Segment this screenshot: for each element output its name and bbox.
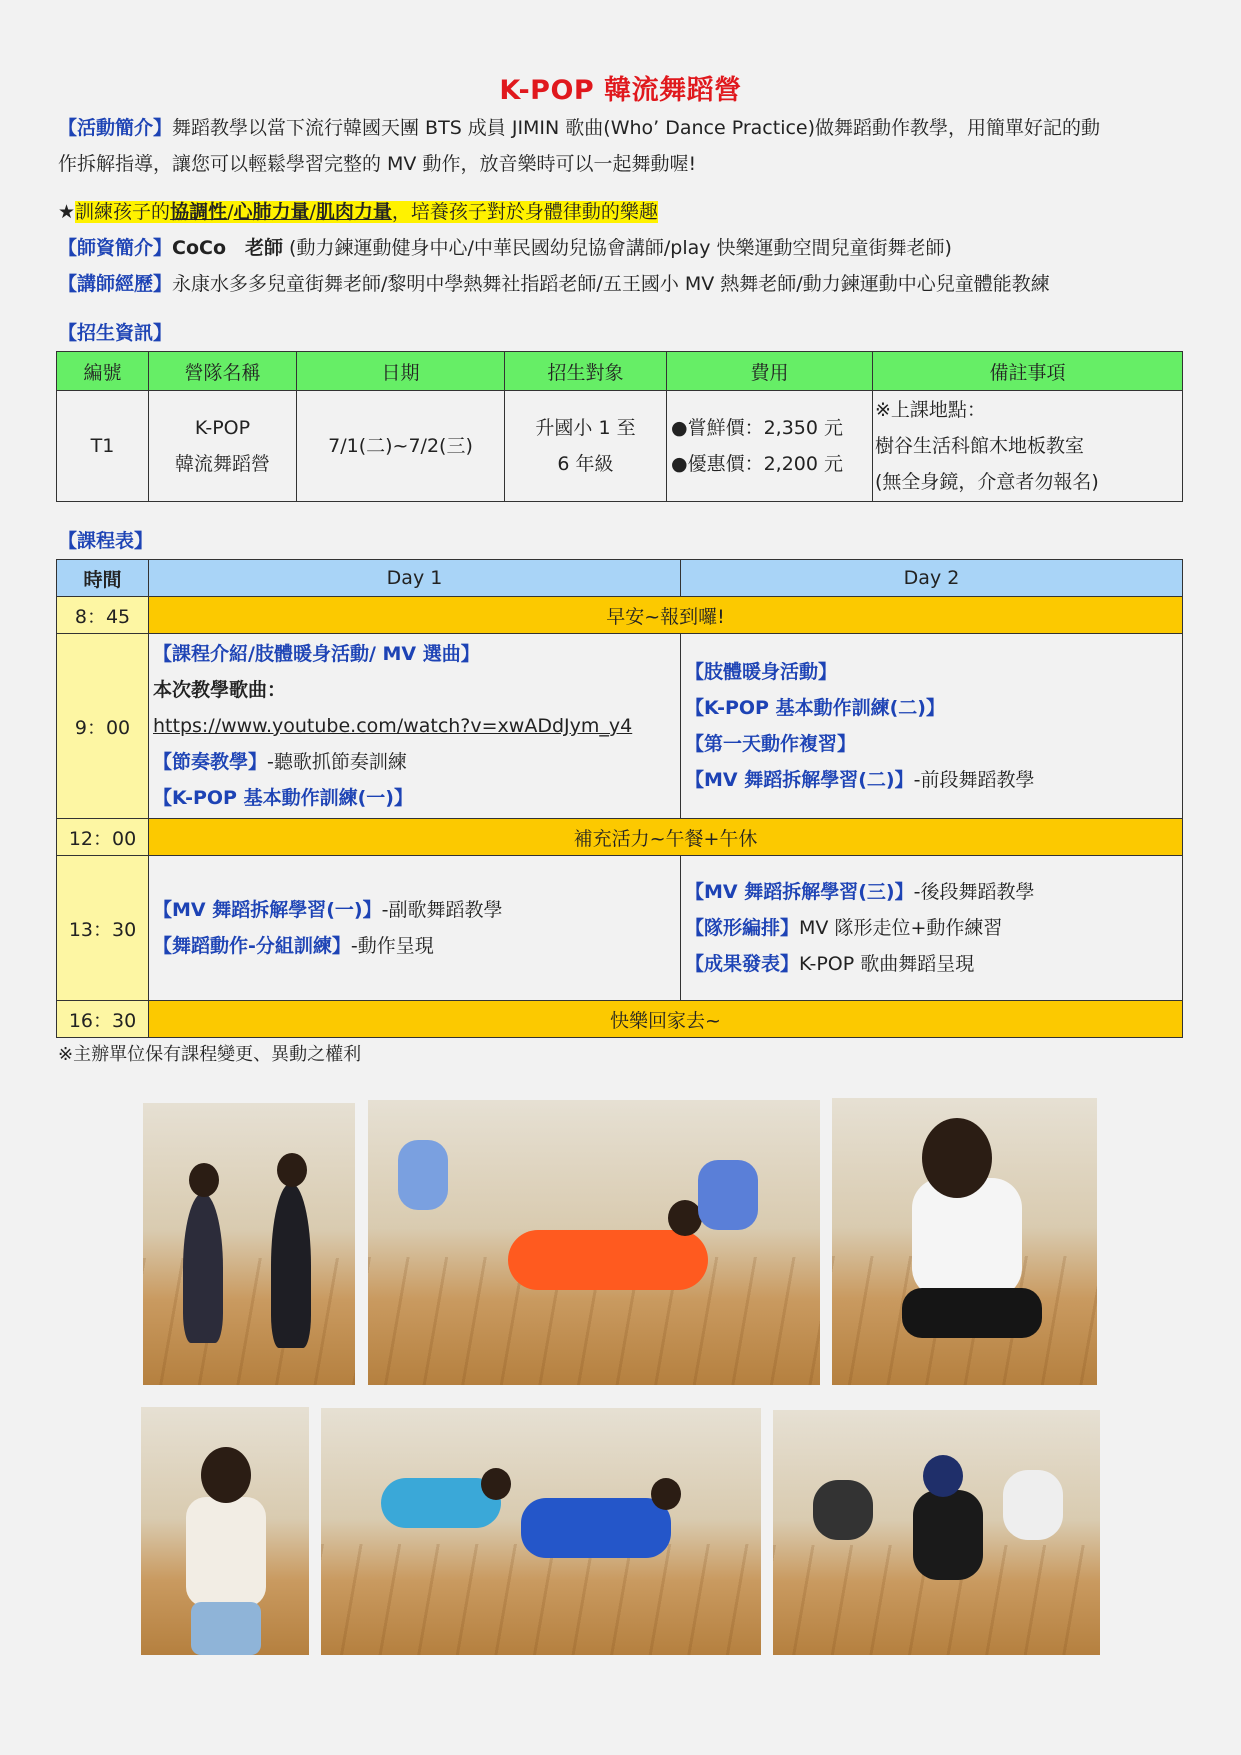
intro-paragraph [58,110,1186,182]
time-cell: 16：30 [57,1001,149,1038]
photo-girl-with-mask-posing [141,1407,309,1655]
enroll-header-note: 備註事項 [873,352,1183,391]
table-row [57,597,1183,634]
morning-d1-line5: 【K-POP 基本動作訓練(一)】 [153,787,413,809]
intro-text-line1: 舞蹈教學以當下流行韓國天團 BTS 成員 JIMIN 歌曲(Who’ Dance Practice)做舞蹈動作教學，用簡單好記的動 [172,117,1101,139]
fee-trial: ●嘗鮮價：2,350 元 [671,417,844,439]
schedule-header-day1: Day 1 [149,560,681,597]
afternoon-d1-line1-label: 【MV 舞蹈拆解學習(一)】 [153,899,382,921]
enroll-header-target: 招生對象 [505,352,667,391]
table-row [57,391,1183,502]
morning-d2-line1: 【肢體暖身活動】 [685,661,838,683]
enroll-header-row [57,352,1183,391]
schedule-header-row [57,560,1183,597]
table-row [57,819,1183,856]
photo-kids-crawling-exercise [321,1408,761,1655]
note-line2: 樹谷生活科館木地板教室 [875,435,1085,457]
enroll-header-id: 編號 [57,352,149,391]
teacher-line [58,230,1186,266]
teacher-name: CoCo 老師 [172,237,284,259]
enroll-camp-name [149,391,297,502]
page-title: K-POP 韓流舞蹈營 [499,75,742,106]
experience-text: 永康水多多兒童街舞老師/黎明中學熱舞社指蹈老師/五王國小 MV 熱舞老師/動力鍊運動中心兒童體能教練 [172,273,1050,295]
dismissal-bar: 快樂回家去~ [149,1001,1183,1038]
intro-label: 【活動簡介】 [58,117,173,139]
enroll-note [873,391,1183,502]
enroll-header-date: 日期 [297,352,505,391]
highlight-sep: / [227,201,234,223]
enroll-header-fee: 費用 [667,352,873,391]
photo-kids-in-caps-crawling [773,1410,1100,1655]
teacher-desc: (動力鍊運動健身中心/中華民國幼兒協會講師/play 快樂運動空間兒童街舞老師) [283,237,952,259]
experience-line [58,266,1186,302]
time-cell: 13：30 [57,856,149,1001]
afternoon-d2-line3-label: 【成果發表】 [685,953,800,975]
fee-discount: ●優惠價：2,200 元 [671,453,844,475]
lunch-bar: 補充活力~午餐+午休 [149,819,1183,856]
highlight-post: ，培養孩子對於身體律動的樂趣 [391,201,658,223]
keyword-coordination: 協調性 [170,201,228,223]
table-row [57,856,1183,1001]
day2-afternoon [681,856,1183,1001]
footnote: ※主辦單位保有課程變更、異動之權利 [58,1044,362,1065]
target-line1: 升國小 1 至 [535,417,636,439]
morning-d1-line4-label: 【節奏教學】 [153,751,268,773]
enroll-section-label: 【招生資訊】 [58,322,173,344]
enroll-date: 7/1(二)~7/2(三) [297,391,505,502]
afternoon-d2-line2-text: MV 隊形走位+動作練習 [799,917,1003,939]
schedule-header-time: 時間 [57,560,149,597]
afternoon-d2-line3-text: K-POP 歌曲舞蹈呈現 [799,953,975,975]
schedule-section-label: 【課程表】 [58,530,154,552]
star-icon: ★ [58,201,76,223]
morning-d1-line4-text: -聽歌抓節奏訓練 [267,751,407,773]
camp-name-line1: K-POP [194,417,251,439]
table-row [57,1001,1183,1038]
intro-text-line2: 作拆解指導，讓您可以輕鬆學習完整的 MV 動作，放音樂時可以一起舞動喔! [58,153,697,175]
enroll-fee [667,391,873,502]
camp-name-line2: 韓流舞蹈營 [174,453,270,475]
morning-d2-line2: 【K-POP 基本動作訓練(二)】 [685,697,945,719]
note-line3: (無全身鏡，介意者勿報名) [875,471,1099,493]
morning-d1-line1: 【課程介紹/肢體暖身活動/ MV 選曲】 [153,643,480,665]
afternoon-d1-line1-text: -副歌舞蹈教學 [381,899,503,921]
experience-label: 【講師經歷】 [58,273,173,295]
schedule-header-day2: Day 2 [681,560,1183,597]
day1-morning [149,634,681,819]
table-row [57,634,1183,819]
photo-teacher-and-kids-stretching [368,1100,820,1385]
checkin-bar: 早安~報到囉! [149,597,1183,634]
song-link[interactable]: https://www.youtube.com/watch?v=xwADdJym_y4 [153,715,633,737]
teacher-label: 【師資簡介】 [58,237,173,259]
morning-d2-line3: 【第一天動作複習】 [685,733,857,755]
day1-afternoon [149,856,681,1001]
enroll-id: T1 [57,391,149,502]
photo-two-girls-dancing [143,1103,355,1385]
enroll-target [505,391,667,502]
highlight-line [58,194,1186,230]
highlight-pre: 訓練孩子的 [75,201,171,223]
enroll-header-name: 營隊名稱 [149,352,297,391]
time-cell: 9：00 [57,634,149,819]
morning-d2-line4-label: 【MV 舞蹈拆解學習(二)】 [685,769,914,791]
afternoon-d1-line2-label: 【舞蹈動作-分組訓練】 [153,935,351,957]
photo-girl-posing-kneeling [832,1098,1097,1385]
schedule-table [56,559,1183,1038]
highlight-sep: / [309,201,316,223]
afternoon-d2-line1-text: -後段舞蹈教學 [913,881,1035,903]
keyword-cardio: 心肺力量 [233,201,310,223]
morning-d2-line4-text: -前段舞蹈教學 [913,769,1035,791]
afternoon-d2-line2-label: 【隊形編排】 [685,917,800,939]
target-line2: 6 年級 [557,453,614,475]
note-line1: ※上課地點： [875,399,986,421]
keyword-muscle: 肌肉力量 [315,201,392,223]
afternoon-d2-line1-label: 【MV 舞蹈拆解學習(三)】 [685,881,914,903]
morning-d1-line2: 本次教學歌曲： [153,679,287,701]
day2-morning [681,634,1183,819]
afternoon-d1-line2-text: -動作呈現 [350,935,434,957]
highlight-text [75,201,658,223]
time-cell: 12：00 [57,819,149,856]
enroll-table [56,351,1183,502]
time-cell: 8：45 [57,597,149,634]
